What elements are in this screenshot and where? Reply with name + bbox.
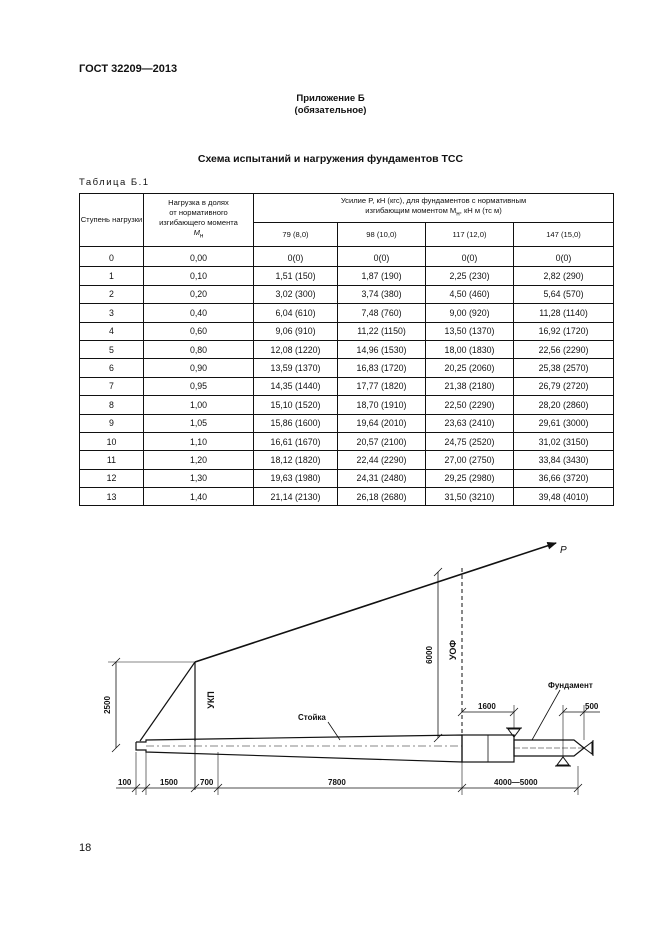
table-cell: 0,60	[144, 322, 254, 340]
table-cell: 16,61 (1670)	[254, 432, 338, 450]
support-right	[584, 742, 592, 754]
table-row	[80, 359, 614, 377]
ukp-label: УКП	[206, 691, 216, 709]
table-caption: Таблица Б.1	[79, 177, 150, 188]
table-cell: 1	[80, 267, 144, 285]
table-cell: 31,02 (3150)	[514, 432, 614, 450]
test-scheme-diagram	[0, 530, 661, 810]
table-cell: 0,90	[144, 359, 254, 377]
foundation-leader	[532, 690, 560, 740]
annex-note: (обязательное)	[294, 105, 367, 116]
table-cell: 0,40	[144, 304, 254, 322]
table-row	[80, 488, 614, 506]
table-cell: 0(0)	[338, 247, 426, 267]
table-cell: 11	[80, 451, 144, 469]
table-row	[80, 285, 614, 303]
dim-1600-label: 1600	[478, 702, 496, 711]
table-cell: 14,96 (1530)	[338, 340, 426, 358]
page-number: 18	[79, 842, 92, 854]
dim-6000-label: 6000	[425, 646, 434, 664]
table-cell: 16,92 (1720)	[514, 322, 614, 340]
table-cell: 12	[80, 469, 144, 487]
table-cell: 7	[80, 377, 144, 395]
table-cell: 29,25 (2980)	[426, 469, 514, 487]
table-cell: 1,00	[144, 396, 254, 414]
table-cell: 11,22 (1150)	[338, 322, 426, 340]
table-cell: 0,00	[144, 247, 254, 267]
table-cell: 0	[80, 247, 144, 267]
table-cell: 1,87 (190)	[338, 267, 426, 285]
table-cell: 26,18 (2680)	[338, 488, 426, 506]
table-cell: 2,82 (290)	[514, 267, 614, 285]
scheme-title: Схема испытаний и нагружения фундаментов ТСС	[197, 153, 464, 165]
table-cell: 22,50 (2290)	[426, 396, 514, 414]
table-row	[80, 451, 614, 469]
table-cell: 18,70 (1910)	[338, 396, 426, 414]
table-cell: 9,00 (920)	[426, 304, 514, 322]
table-row	[80, 340, 614, 358]
table-cell: 19,64 (2010)	[338, 414, 426, 432]
header-moment-sub: н	[199, 232, 204, 240]
header-moment-117: 117 (12,0)	[426, 223, 514, 247]
table-row	[80, 247, 614, 267]
table-cell: 10	[80, 432, 144, 450]
table-cell: 19,63 (1980)	[254, 469, 338, 487]
table-cell: 25,38 (2570)	[514, 359, 614, 377]
table-cell: 13,59 (1370)	[254, 359, 338, 377]
table-row	[80, 432, 614, 450]
table-cell: 15,10 (1520)	[254, 396, 338, 414]
table-row	[80, 304, 614, 322]
table-cell: 27,00 (2750)	[426, 451, 514, 469]
dim-4000-5000-label: 4000—5000	[494, 778, 538, 787]
table-cell: 15,86 (1600)	[254, 414, 338, 432]
dim-1500-label: 1500	[160, 778, 178, 787]
table-cell: 29,61 (3000)	[514, 414, 614, 432]
header-load-fraction	[144, 194, 254, 247]
header-force-line2a: изгибающим моментом M	[365, 206, 457, 216]
table-cell: 0(0)	[254, 247, 338, 267]
table-cell: 26,79 (2720)	[514, 377, 614, 395]
table-cell: 9,06 (910)	[254, 322, 338, 340]
table-cell: 3,02 (300)	[254, 285, 338, 303]
brace-line	[140, 662, 195, 741]
table-row	[80, 267, 614, 285]
dim-700-label: 700	[200, 778, 214, 787]
table-cell: 5	[80, 340, 144, 358]
table-cell: 4	[80, 322, 144, 340]
load-table	[79, 193, 614, 506]
table-cell: 24,75 (2520)	[426, 432, 514, 450]
table-cell: 2,25 (230)	[426, 267, 514, 285]
table-cell: 0,95	[144, 377, 254, 395]
table-cell: 6	[80, 359, 144, 377]
pole-outline	[136, 735, 462, 762]
header-force-line2b: , кН м (тс м)	[459, 206, 502, 216]
table-cell: 22,44 (2290)	[338, 451, 426, 469]
table-cell: 5,64 (570)	[514, 285, 614, 303]
table-cell: 22,56 (2290)	[514, 340, 614, 358]
table-cell: 0,80	[144, 340, 254, 358]
dim-500-label: 500	[585, 702, 599, 711]
table-cell: 24,31 (2480)	[338, 469, 426, 487]
header-force-line1: Усилие P, кН (кгс), для фундаментов с нормативным	[340, 196, 527, 206]
support-lower	[557, 757, 569, 765]
table-cell: 9	[80, 414, 144, 432]
table-cell: 11,28 (1140)	[514, 304, 614, 322]
header-stage: Ступень нагрузки	[80, 194, 144, 247]
header-moment-symbol: M	[193, 228, 200, 238]
table-cell: 1,51 (150)	[254, 267, 338, 285]
table-cell: 3	[80, 304, 144, 322]
table-cell: 1,20	[144, 451, 254, 469]
table-cell: 16,83 (1720)	[338, 359, 426, 377]
table-cell: 0(0)	[514, 247, 614, 267]
table-cell: 31,50 (3210)	[426, 488, 514, 506]
table-cell: 4,50 (460)	[426, 285, 514, 303]
dim-100-label: 100	[118, 778, 132, 787]
header-force-sub: н	[456, 210, 460, 218]
table-cell: 33,84 (3430)	[514, 451, 614, 469]
table-cell: 23,63 (2410)	[426, 414, 514, 432]
table-cell: 1,10	[144, 432, 254, 450]
table-cell: 2	[80, 285, 144, 303]
header-moment-147: 147 (15,0)	[514, 223, 614, 247]
table-cell: 1,05	[144, 414, 254, 432]
table-cell: 20,57 (2100)	[338, 432, 426, 450]
table-cell: 20,25 (2060)	[426, 359, 514, 377]
table-cell: 14,35 (1440)	[254, 377, 338, 395]
header-load-fraction-line1: Нагрузка в долях	[168, 198, 229, 208]
table-cell: 0,10	[144, 267, 254, 285]
header-load-fraction-line3: изгибающего момента	[159, 218, 238, 228]
table-cell: 8	[80, 396, 144, 414]
table-cell: 21,38 (2180)	[426, 377, 514, 395]
foundation-label: Фундамент	[548, 681, 593, 690]
dim-2500-label: 2500	[103, 696, 112, 714]
table-cell: 17,77 (1820)	[338, 377, 426, 395]
table-row	[80, 396, 614, 414]
standard-number: ГОСТ 32209—2013	[79, 63, 178, 75]
table-row	[80, 414, 614, 432]
table-cell: 0,20	[144, 285, 254, 303]
uof-label: УОФ	[448, 639, 458, 661]
table-cell: 12,08 (1220)	[254, 340, 338, 358]
table-cell: 1,30	[144, 469, 254, 487]
table-cell: 7,48 (760)	[338, 304, 426, 322]
table-cell: 18,00 (1830)	[426, 340, 514, 358]
header-load-fraction-line2: от нормативного	[169, 208, 228, 218]
force-line	[195, 543, 556, 662]
table-row	[80, 469, 614, 487]
table-cell: 1,40	[144, 488, 254, 506]
table-cell: 3,74 (380)	[338, 285, 426, 303]
stoyka-label: Стойка	[298, 713, 326, 722]
table-cell: 39,48 (4010)	[514, 488, 614, 506]
table-cell: 21,14 (2130)	[254, 488, 338, 506]
table-cell: 6,04 (610)	[254, 304, 338, 322]
table-cell: 13	[80, 488, 144, 506]
table-row	[80, 377, 614, 395]
table-cell: 13,50 (1370)	[426, 322, 514, 340]
dim-7800-label: 7800	[328, 778, 346, 787]
table-cell: 28,20 (2860)	[514, 396, 614, 414]
table-cell: 0(0)	[426, 247, 514, 267]
header-moment-79: 79 (8,0)	[254, 223, 338, 247]
header-moment-98: 98 (10,0)	[338, 223, 426, 247]
annex-title: Приложение Б	[296, 93, 365, 104]
table-body	[80, 247, 614, 506]
table-cell: 36,66 (3720)	[514, 469, 614, 487]
header-force-group	[254, 194, 614, 223]
table-row	[80, 322, 614, 340]
force-label: P	[560, 545, 567, 556]
table-cell: 18,12 (1820)	[254, 451, 338, 469]
